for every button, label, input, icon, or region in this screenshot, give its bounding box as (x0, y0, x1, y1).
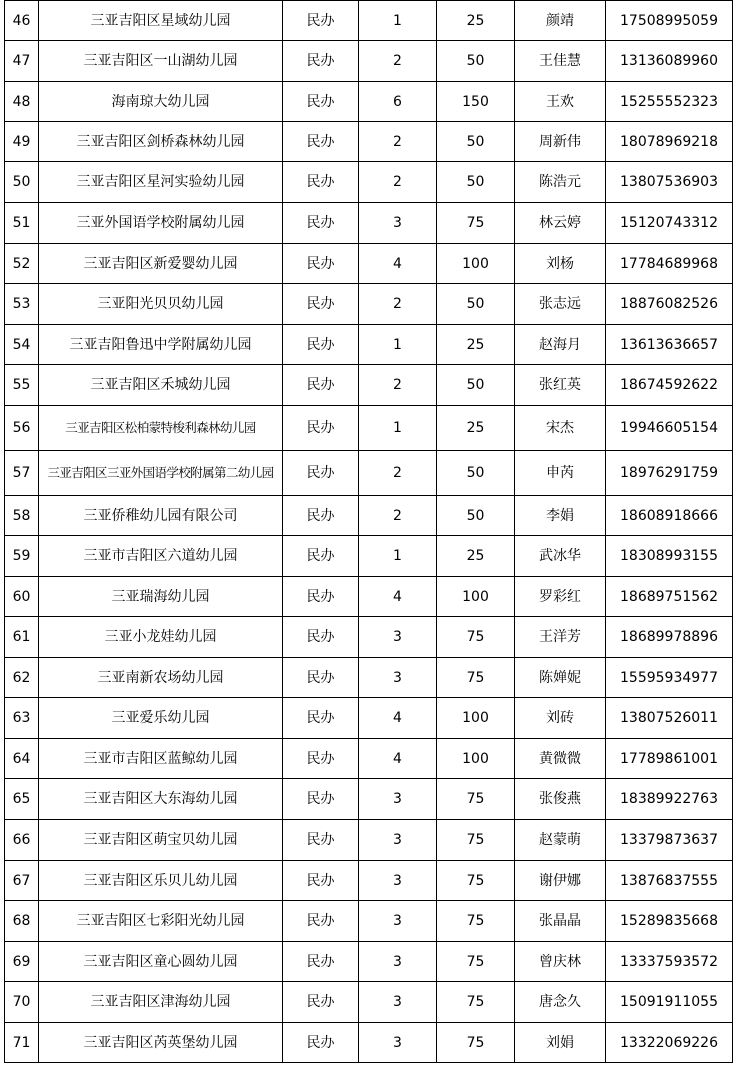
row-index: 47 (5, 41, 39, 82)
table-row (5, 577, 733, 617)
ownership-type: 民办 (283, 861, 359, 901)
table-row (5, 325, 733, 365)
row-index: 71 (5, 1023, 39, 1063)
contact-person: 陈浩元 (515, 162, 606, 203)
kindergarten-name: 三亚吉阳区松柏蒙特梭利森林幼儿园 (39, 406, 283, 451)
table-row (5, 41, 733, 82)
ownership-type: 民办 (283, 536, 359, 577)
table-row (5, 1023, 733, 1063)
ownership-type: 民办 (283, 658, 359, 698)
contact-person: 赵蒙萌 (515, 820, 606, 861)
contact-phone: 13322069226 (606, 1023, 733, 1063)
class-count: 3 (359, 820, 437, 861)
enrollment-capacity: 100 (437, 698, 515, 739)
contact-person: 刘杨 (515, 244, 606, 284)
contact-person: 宋杰 (515, 406, 606, 451)
kindergarten-name: 三亚吉阳区星域幼儿园 (39, 1, 283, 41)
contact-person: 曾庆林 (515, 942, 606, 982)
class-count: 2 (359, 41, 437, 82)
contact-person: 林云婷 (515, 203, 606, 244)
row-index: 69 (5, 942, 39, 982)
row-index: 53 (5, 284, 39, 325)
contact-person: 谢伊娜 (515, 861, 606, 901)
contact-person: 王佳慧 (515, 41, 606, 82)
contact-person: 周新伟 (515, 122, 606, 162)
contact-phone: 18608918666 (606, 496, 733, 536)
contact-person: 黄微微 (515, 739, 606, 779)
row-index: 62 (5, 658, 39, 698)
enrollment-capacity: 150 (437, 82, 515, 122)
enrollment-capacity: 25 (437, 406, 515, 451)
kindergarten-name: 三亚吉阳区大东海幼儿园 (39, 779, 283, 820)
enrollment-capacity: 25 (437, 325, 515, 365)
enrollment-capacity: 100 (437, 244, 515, 284)
contact-phone: 15289835668 (606, 901, 733, 942)
row-index: 63 (5, 698, 39, 739)
ownership-type: 民办 (283, 365, 359, 406)
row-index: 70 (5, 982, 39, 1023)
ownership-type: 民办 (283, 698, 359, 739)
contact-person: 申芮 (515, 451, 606, 496)
class-count: 2 (359, 365, 437, 406)
row-index: 57 (5, 451, 39, 496)
contact-phone: 17784689968 (606, 244, 733, 284)
table-row (5, 203, 733, 244)
class-count: 3 (359, 942, 437, 982)
kindergarten-name: 三亚吉阳区乐贝儿幼儿园 (39, 861, 283, 901)
kindergarten-name: 三亚吉阳区童心圆幼儿园 (39, 942, 283, 982)
table-row (5, 496, 733, 536)
ownership-type: 民办 (283, 982, 359, 1023)
ownership-type: 民办 (283, 1023, 359, 1063)
table-row (5, 779, 733, 820)
class-count: 1 (359, 536, 437, 577)
kindergarten-name: 三亚侨稚幼儿园有限公司 (39, 496, 283, 536)
class-count: 3 (359, 779, 437, 820)
kindergarten-name: 三亚瑞海幼儿园 (39, 577, 283, 617)
table-row (5, 617, 733, 658)
class-count: 4 (359, 739, 437, 779)
enrollment-capacity: 25 (437, 1, 515, 41)
ownership-type: 民办 (283, 496, 359, 536)
kindergarten-name: 三亚吉阳鲁迅中学附属幼儿园 (39, 325, 283, 365)
ownership-type: 民办 (283, 406, 359, 451)
ownership-type: 民办 (283, 820, 359, 861)
ownership-type: 民办 (283, 244, 359, 284)
row-index: 54 (5, 325, 39, 365)
enrollment-capacity: 50 (437, 122, 515, 162)
class-count: 3 (359, 982, 437, 1023)
contact-person: 张红英 (515, 365, 606, 406)
enrollment-capacity: 75 (437, 203, 515, 244)
contact-person: 王洋芳 (515, 617, 606, 658)
class-count: 4 (359, 244, 437, 284)
contact-person: 刘娟 (515, 1023, 606, 1063)
kindergarten-name: 三亚阳光贝贝幼儿园 (39, 284, 283, 325)
table-row (5, 820, 733, 861)
table-row (5, 122, 733, 162)
contact-phone: 13807536903 (606, 162, 733, 203)
class-count: 3 (359, 861, 437, 901)
enrollment-capacity: 50 (437, 451, 515, 496)
enrollment-capacity: 50 (437, 284, 515, 325)
ownership-type: 民办 (283, 122, 359, 162)
contact-phone: 17508995059 (606, 1, 733, 41)
enrollment-capacity: 75 (437, 861, 515, 901)
contact-phone: 18389922763 (606, 779, 733, 820)
class-count: 6 (359, 82, 437, 122)
ownership-type: 民办 (283, 203, 359, 244)
contact-phone: 13136089960 (606, 41, 733, 82)
class-count: 3 (359, 203, 437, 244)
class-count: 2 (359, 162, 437, 203)
contact-person: 刘砖 (515, 698, 606, 739)
table-row (5, 406, 733, 451)
enrollment-capacity: 50 (437, 496, 515, 536)
enrollment-capacity: 75 (437, 1023, 515, 1063)
ownership-type: 民办 (283, 901, 359, 942)
table-row (5, 536, 733, 577)
class-count: 1 (359, 325, 437, 365)
enrollment-capacity: 25 (437, 536, 515, 577)
row-index: 46 (5, 1, 39, 41)
contact-phone: 19946605154 (606, 406, 733, 451)
kindergarten-name: 三亚市吉阳区六道幼儿园 (39, 536, 283, 577)
row-index: 64 (5, 739, 39, 779)
contact-phone: 15255552323 (606, 82, 733, 122)
row-index: 60 (5, 577, 39, 617)
table-row (5, 982, 733, 1023)
class-count: 2 (359, 284, 437, 325)
enrollment-capacity: 100 (437, 739, 515, 779)
row-index: 67 (5, 861, 39, 901)
class-count: 2 (359, 451, 437, 496)
contact-phone: 15595934977 (606, 658, 733, 698)
contact-phone: 18308993155 (606, 536, 733, 577)
enrollment-capacity: 75 (437, 901, 515, 942)
contact-phone: 18876082526 (606, 284, 733, 325)
kindergarten-name: 三亚吉阳区禾城幼儿园 (39, 365, 283, 406)
ownership-type: 民办 (283, 41, 359, 82)
kindergarten-name: 三亚吉阳区星河实验幼儿园 (39, 162, 283, 203)
kindergarten-name: 海南琼大幼儿园 (39, 82, 283, 122)
table-row (5, 739, 733, 779)
table-row (5, 162, 733, 203)
contact-person: 张志远 (515, 284, 606, 325)
contact-person: 王欢 (515, 82, 606, 122)
ownership-type: 民办 (283, 82, 359, 122)
contact-phone: 18078969218 (606, 122, 733, 162)
enrollment-capacity: 50 (437, 162, 515, 203)
row-index: 55 (5, 365, 39, 406)
enrollment-capacity: 75 (437, 982, 515, 1023)
ownership-type: 民办 (283, 1, 359, 41)
contact-person: 颜靖 (515, 1, 606, 41)
row-index: 49 (5, 122, 39, 162)
table-row (5, 1, 733, 41)
contact-phone: 18976291759 (606, 451, 733, 496)
ownership-type: 民办 (283, 284, 359, 325)
enrollment-capacity: 75 (437, 658, 515, 698)
ownership-type: 民办 (283, 739, 359, 779)
table-row (5, 244, 733, 284)
contact-person: 罗彩红 (515, 577, 606, 617)
contact-phone: 13337593572 (606, 942, 733, 982)
table-row (5, 698, 733, 739)
kindergarten-roster-table (4, 0, 733, 1063)
contact-phone: 15120743312 (606, 203, 733, 244)
kindergarten-name: 三亚小龙娃幼儿园 (39, 617, 283, 658)
table-row (5, 901, 733, 942)
contact-phone: 18689751562 (606, 577, 733, 617)
class-count: 3 (359, 1023, 437, 1063)
class-count: 2 (359, 122, 437, 162)
ownership-type: 民办 (283, 942, 359, 982)
row-index: 61 (5, 617, 39, 658)
contact-person: 张俊燕 (515, 779, 606, 820)
kindergarten-name: 三亚吉阳区剑桥森林幼儿园 (39, 122, 283, 162)
kindergarten-name: 三亚南新农场幼儿园 (39, 658, 283, 698)
kindergarten-name: 三亚吉阳区津海幼儿园 (39, 982, 283, 1023)
kindergarten-name: 三亚吉阳区三亚外国语学校附属第二幼儿园 (39, 451, 283, 496)
contact-phone: 13807526011 (606, 698, 733, 739)
class-count: 2 (359, 496, 437, 536)
contact-person: 陈婵妮 (515, 658, 606, 698)
ownership-type: 民办 (283, 577, 359, 617)
kindergarten-name: 三亚吉阳区七彩阳光幼儿园 (39, 901, 283, 942)
ownership-type: 民办 (283, 617, 359, 658)
kindergarten-name: 三亚吉阳区一山湖幼儿园 (39, 41, 283, 82)
row-index: 66 (5, 820, 39, 861)
table-row (5, 365, 733, 406)
row-index: 56 (5, 406, 39, 451)
enrollment-capacity: 75 (437, 942, 515, 982)
enrollment-capacity: 75 (437, 617, 515, 658)
kindergarten-name: 三亚吉阳区萌宝贝幼儿园 (39, 820, 283, 861)
contact-person: 武冰华 (515, 536, 606, 577)
row-index: 50 (5, 162, 39, 203)
kindergarten-name: 三亚吉阳区新爱婴幼儿园 (39, 244, 283, 284)
row-index: 52 (5, 244, 39, 284)
kindergarten-name: 三亚外国语学校附属幼儿园 (39, 203, 283, 244)
class-count: 4 (359, 698, 437, 739)
row-index: 51 (5, 203, 39, 244)
contact-person: 唐念久 (515, 982, 606, 1023)
ownership-type: 民办 (283, 325, 359, 365)
contact-person: 张晶晶 (515, 901, 606, 942)
row-index: 48 (5, 82, 39, 122)
table-row (5, 284, 733, 325)
contact-phone: 13379873637 (606, 820, 733, 861)
contact-phone: 15091911055 (606, 982, 733, 1023)
contact-phone: 18674592622 (606, 365, 733, 406)
enrollment-capacity: 75 (437, 820, 515, 861)
table-row (5, 451, 733, 496)
contact-phone: 13613636657 (606, 325, 733, 365)
contact-person: 李娟 (515, 496, 606, 536)
contact-phone: 13876837555 (606, 861, 733, 901)
kindergarten-name: 三亚市吉阳区蓝鲸幼儿园 (39, 739, 283, 779)
contact-phone: 18689978896 (606, 617, 733, 658)
class-count: 3 (359, 658, 437, 698)
class-count: 3 (359, 617, 437, 658)
enrollment-capacity: 100 (437, 577, 515, 617)
class-count: 4 (359, 577, 437, 617)
row-index: 58 (5, 496, 39, 536)
enrollment-capacity: 50 (437, 365, 515, 406)
contact-person: 赵海月 (515, 325, 606, 365)
roster-body (5, 1, 733, 1063)
kindergarten-name: 三亚吉阳区芮英堡幼儿园 (39, 1023, 283, 1063)
row-index: 59 (5, 536, 39, 577)
class-count: 3 (359, 901, 437, 942)
enrollment-capacity: 75 (437, 779, 515, 820)
table-row (5, 82, 733, 122)
table-row (5, 861, 733, 901)
class-count: 1 (359, 1, 437, 41)
ownership-type: 民办 (283, 451, 359, 496)
class-count: 1 (359, 406, 437, 451)
ownership-type: 民办 (283, 162, 359, 203)
contact-phone: 17789861001 (606, 739, 733, 779)
ownership-type: 民办 (283, 779, 359, 820)
kindergarten-name: 三亚爱乐幼儿园 (39, 698, 283, 739)
row-index: 65 (5, 779, 39, 820)
enrollment-capacity: 50 (437, 41, 515, 82)
row-index: 68 (5, 901, 39, 942)
table-row (5, 942, 733, 982)
table-row (5, 658, 733, 698)
